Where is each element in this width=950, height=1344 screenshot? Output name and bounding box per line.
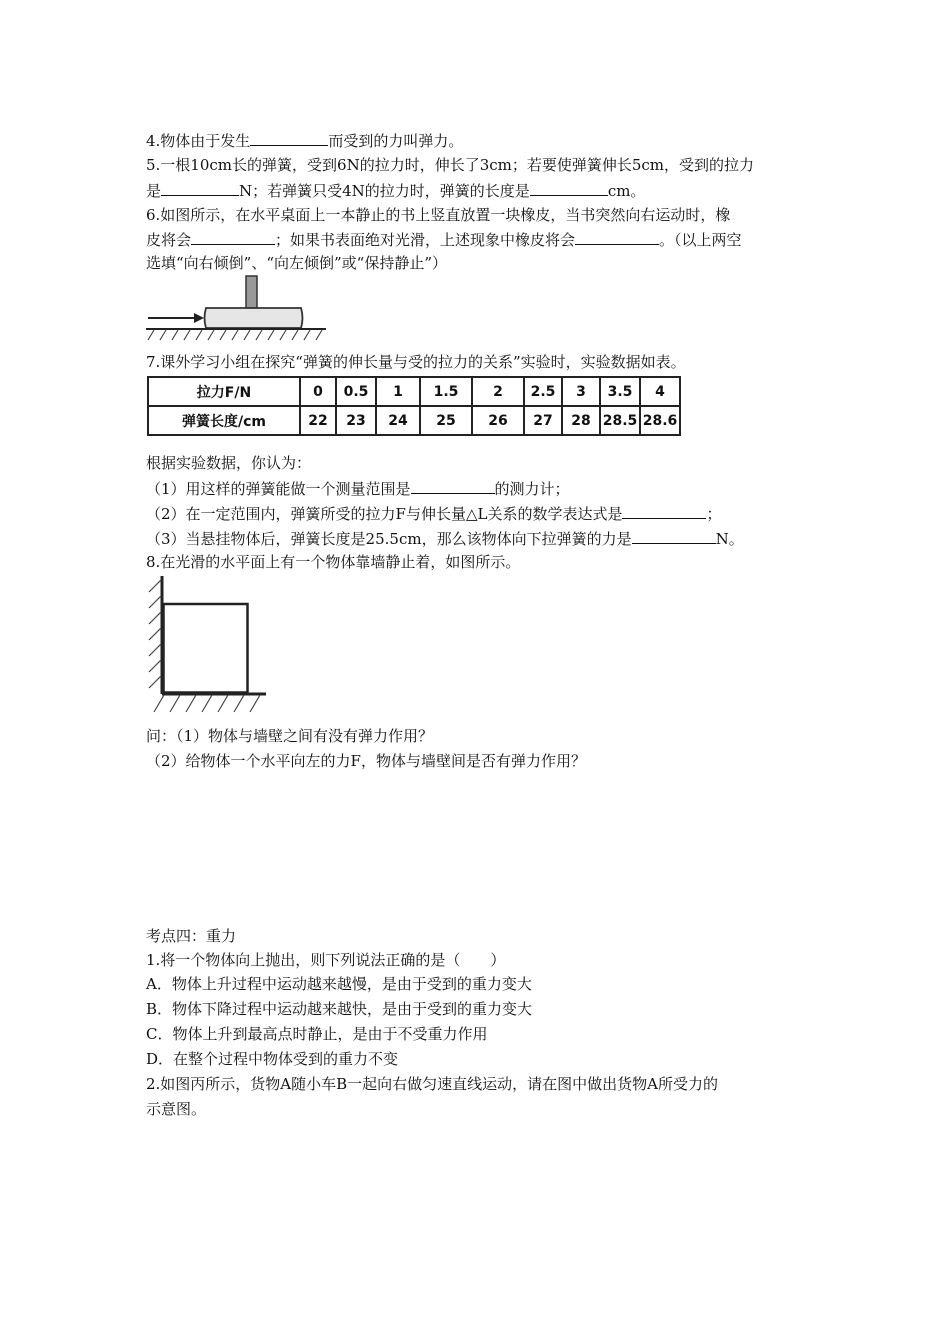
row2-header: 弹簧长度/cm: [148, 406, 300, 435]
q7-s3: [146, 528, 744, 549]
q7-s2-text-a: （2）在一定范围内，弹簧所受的拉力F与伸长量△L关系的数学表达式是: [146, 505, 623, 523]
q7-s1-text-b: 的测力计；: [494, 480, 570, 498]
wall-block-figure: [146, 574, 268, 716]
q5-line2: [146, 180, 645, 201]
q7-s1-text-a: （1）用这样的弹簧能做一个测量范围是: [146, 480, 411, 498]
table-cell: 25: [420, 406, 472, 435]
q8-intro: 8.在光滑的水平面上有一个物体靠墙静止着，如图所示。: [146, 553, 521, 571]
q5-line1: 5.一根10cm长的弹簧，受到6N的拉力时，伸长了3cm；若要使弹簧伸长5cm，受到的拉力: [146, 156, 755, 174]
q7-s2: [146, 503, 721, 524]
table-cell: 27: [524, 406, 562, 435]
arrow-head-icon: [194, 313, 204, 323]
s4-option-c[interactable]: C．物体上升到最高点时静止，是由于不受重力作用: [146, 1025, 488, 1043]
q6-line1: 6.如图所示，在水平桌面上一本静止的书上竖直放置一块橡皮，当书突然向右运动时，橡: [146, 206, 731, 224]
table-cell: 0: [300, 377, 336, 406]
block-shape: [164, 604, 248, 693]
s4-q1: 1.将一个物体向上抛出，则下列说法正确的是（ ）: [146, 951, 506, 969]
table-cell: 1: [376, 377, 420, 406]
s4-option-a[interactable]: A．物体上升过程中运动越来越慢，是由于受到的重力变大: [146, 975, 532, 993]
s4-option-d[interactable]: D．在整个过程中物体受到的重力不变: [146, 1050, 399, 1068]
table-cell: 4: [640, 377, 680, 406]
q7-s3-text-b: N。: [715, 530, 744, 548]
q7-s1-blank[interactable]: [411, 478, 495, 494]
table-row: [148, 406, 680, 435]
q7-intro: 7.课外学习小组在探究“弹簧的伸长量与受的拉力的关系”实验时，实验数据如表。: [146, 353, 686, 371]
q7-s3-text-a: （3）当悬挂物体后，弹簧长度是25.5cm，那么该物体向下拉弹簧的力是: [146, 530, 632, 548]
row1-header: 拉力F/N: [148, 377, 300, 406]
table-cell: 22: [300, 406, 336, 435]
q6-line2: [146, 229, 742, 250]
book-shape: [205, 308, 303, 328]
q6-line3: 选填“向右倾倒”、“向左倾倒”或“保持静止”）: [146, 254, 448, 272]
q8-ask1: 问：（1）物体与墙壁之间有没有弹力作用？: [146, 727, 434, 745]
q4-text-before: 4.物体由于发生: [146, 132, 251, 150]
q5-text-b: N；若弹簧只受4N的拉力时，弹簧的长度是: [239, 182, 530, 200]
table-hatching: [148, 330, 322, 340]
q6-blank-1[interactable]: [191, 229, 275, 245]
q5-text-c: cm。: [607, 182, 646, 200]
q7-s1: [146, 478, 570, 499]
floor-hatching: [154, 695, 260, 712]
s4-q2-line2: 示意图。: [146, 1100, 207, 1118]
q6-text-a: 皮将会: [146, 231, 192, 249]
table-row: [148, 377, 680, 406]
section4-title: 考点四：重力: [146, 927, 237, 945]
q4-text-after: 而受到的力叫弹力。: [328, 132, 464, 150]
eraser-shape: [246, 276, 257, 308]
q7-s2-blank[interactable]: [622, 503, 706, 519]
q7-s3-blank[interactable]: [632, 528, 716, 544]
table-cell: 24: [376, 406, 420, 435]
table-cell: 28.5: [600, 406, 640, 435]
table-cell: 2: [472, 377, 524, 406]
spring-data-table: [147, 376, 681, 436]
s4-q2-line1: 2.如图丙所示，货物A随小车B一起向右做匀速直线运动，请在图中做出货物A所受力的: [146, 1075, 719, 1093]
q8-ask2: （2）给物体一个水平向左的力F，物体与墙壁间是否有弹力作用？: [146, 752, 586, 770]
book-eraser-figure: [146, 274, 328, 342]
q4-line: [146, 130, 463, 151]
table-cell: 28.6: [640, 406, 680, 435]
table-cell: 1.5: [420, 377, 472, 406]
table-cell: 2.5: [524, 377, 562, 406]
q5-blank-2[interactable]: [530, 180, 608, 196]
table-cell: 23: [336, 406, 376, 435]
table-cell: 26: [472, 406, 524, 435]
q6-text-b: ；如果书表面绝对光滑，上述现象中橡皮将会: [275, 231, 576, 249]
q7-s2-text-b: ；: [706, 505, 722, 523]
q6-blank-2[interactable]: [575, 229, 659, 245]
q5-blank-1[interactable]: [161, 180, 239, 196]
table-cell: 3: [562, 377, 600, 406]
q4-blank[interactable]: [250, 130, 328, 146]
s4-option-b[interactable]: B．物体下降过程中运动越来越快，是由于受到的重力变大: [146, 1000, 533, 1018]
q6-text-c: 。（以上两空: [659, 231, 742, 249]
table-cell: 0.5: [336, 377, 376, 406]
q5-text-a: 是: [146, 182, 162, 200]
q7-lead: 根据实验数据，你认为：: [146, 454, 312, 472]
wall-hatching: [149, 580, 161, 688]
table-cell: 28: [562, 406, 600, 435]
table-cell: 3.5: [600, 377, 640, 406]
